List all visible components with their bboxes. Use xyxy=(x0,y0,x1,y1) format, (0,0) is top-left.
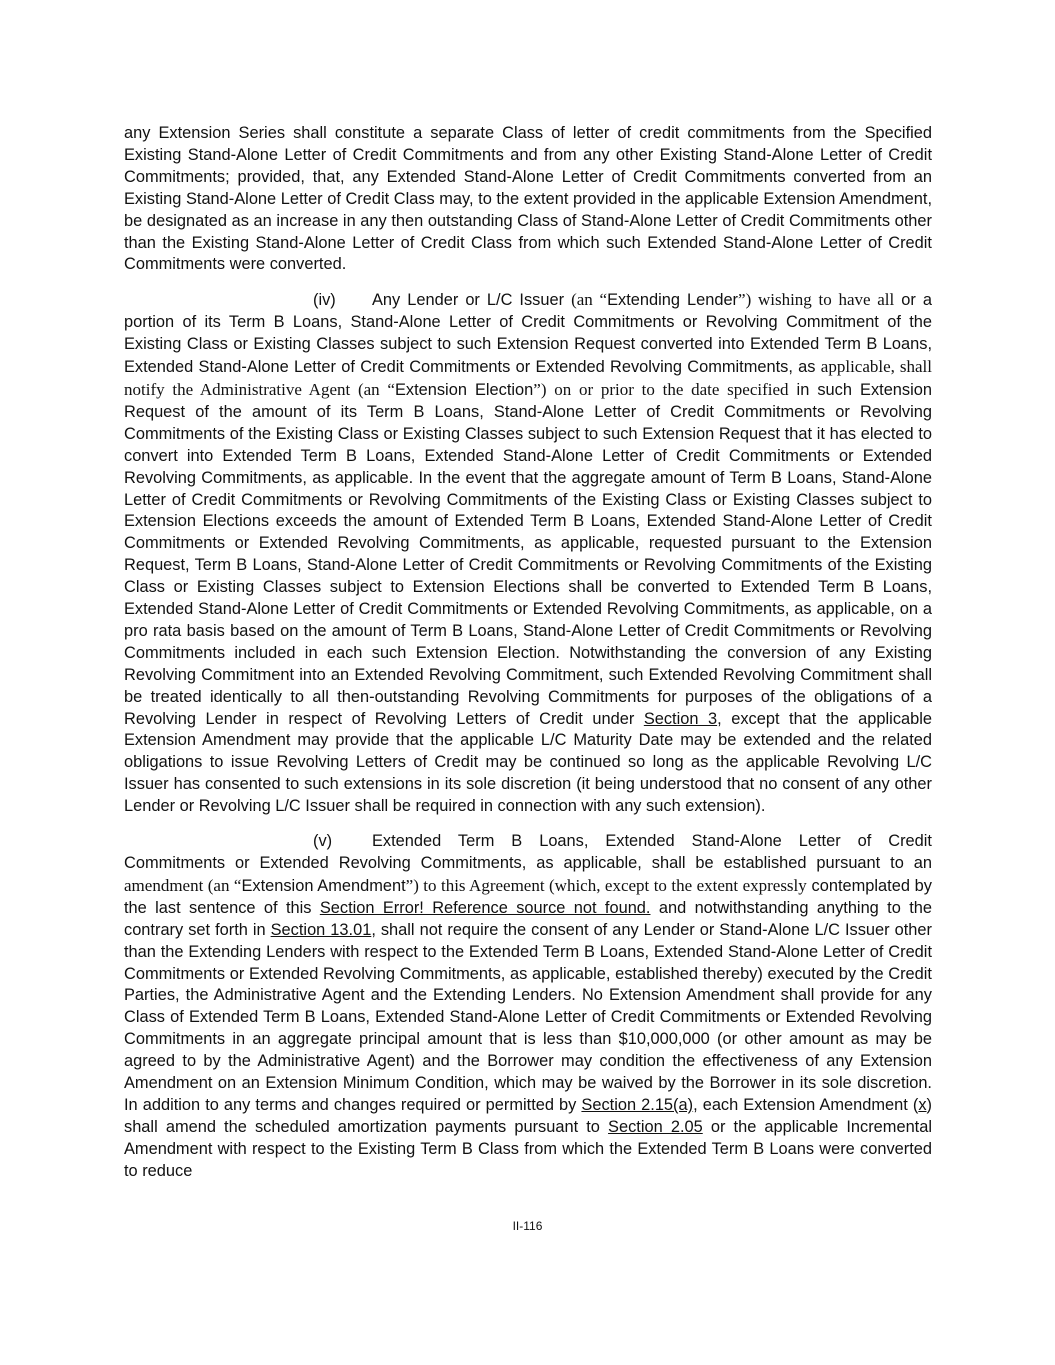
document-body xyxy=(124,123,932,1196)
defined-term: Extension Election xyxy=(394,380,534,399)
paragraph-text: , except that the applicable Extension Amendment may provide that the applicable L/C Maturity Date may be extended and the related obligations to issue Revolving Letters of Credit may be continued so long as the applicable Revolving L/C Issuer has consented to such extensions in its sole discretion (it being understood that no consent of any other Lender or Revolving L/C Issuer shall be required in connection with any such extension). xyxy=(124,709,932,816)
paragraph-text: ”) to this Agreement (which, except to the extent expressly xyxy=(405,875,807,895)
paragraph-text: contemplated by the last sentence of this xyxy=(124,876,932,917)
paragraph-text: applicable, shall notify the Administrative Agent (an “ xyxy=(124,357,932,399)
paragraph-text: Any Lender or L/C Issuer xyxy=(372,291,572,310)
paragraph-text: Extended Term B Loans, Extended Stand-Alone Letter of Credit Commitments or Extended Revolving Commitments, as applicable, shall be established pursuant to an xyxy=(124,832,932,872)
clause-marker: x xyxy=(918,1095,927,1114)
paragraph-text: , shall not require the consent of any Lender or Stand-Alone L/C Issuer other than the Extending Lenders with respect to the Extended Term B Loans, Extended Stand-Alone Letter of Credit Commitments or Extended Revolving Commitments, as applicable, established thereby) executed by the Credit Parties, the Administrative Agent and the Extending Lenders. No Extension Amendment shall provide for any Class of Extended Term B Loans, Extended Stand-Alone Letter of Credit Commitments or Extended Revolving Commitments in an aggregate principal amount that is less than $10,000,000 (or other amount as may be agreed to by the Administrative Agent) and the Borrower may condition the effectiveness of any Extension Amendment on an Extension Minimum Condition, which may be waived by the Borrower in its sole discretion. In addition to any terms and changes required or permitted by xyxy=(124,920,932,1114)
defined-term: Extending Lender xyxy=(607,291,739,310)
section-reference-link[interactable]: Section Error! Reference source not found. xyxy=(319,898,651,917)
paragraph-text: , each Extension Amendment ( xyxy=(693,1095,919,1114)
section-reference-link[interactable]: Section 2.15(a) xyxy=(581,1095,694,1114)
section-reference-link[interactable]: Section 2.05 xyxy=(608,1117,703,1136)
defined-term: Extension Amendment xyxy=(241,876,406,895)
paragraph-text: in such Extension Request of the amount of its Term B Loans, Stand-Alone Letter of Credit Commitments or Revolving Commitments of the Existing Class or Existing Classes subject to such Extension Request that it has elected to convert into Extended Term B Loans, Extended Stand-Alone Letter of Credit Commitments or Extended Revolving Commitments, as applicable. In the event that the aggregate amount of Term B Loans, Stand-Alone Letter of Credit Commitments or Revolving Commitments of the Existing Class or Existing Classes subject to Extension Elections exceeds the amount of Extended Term B Loans, Extended Stand-Alone Letter of Credit Commitments or Extended Revolving Commitments, as applicable, requested pursuant to the Extension Request, Term B Loans, Stand-Alone Letter of Credit Commitments or Revolving Commitments of the Existing Class or Existing Classes subject to Extension Elections shall be converted to Extended Term B Loans, Extended Stand-Alone Letter of Credit Commitments or Extended Revolving Commitments, as applicable, on a pro rata basis based on the amount of Term B Loans, Stand-Alone Letter of Credit Commitments or Revolving Commitments included in each such Extension Election. Notwithstanding the conversion of any Existing Revolving Commitment into an Extended Revolving Commitment, such Extended Revolving Commitment shall be treated identically to all then-outstanding Revolving Commitments for purposes of the obligations of a Revolving Lender in respect of Revolving Letters of Credit under xyxy=(124,380,932,728)
paragraph-text: amendment (an “ xyxy=(124,875,242,895)
paragraph-number: (iv) xyxy=(313,291,336,310)
paragraph-text: ”) wishing to have all xyxy=(738,290,895,310)
section-reference-link[interactable]: Section 3 xyxy=(643,709,718,728)
paragraph-continuation xyxy=(124,123,932,276)
paragraph-text: ”) on or prior to the date specified xyxy=(533,379,789,399)
paragraph-text: and notwithstanding anything to the contrary set forth in xyxy=(124,898,932,939)
paragraph-text: (an “ xyxy=(571,290,608,310)
paragraph-v xyxy=(124,831,932,1183)
page-number: II-116 xyxy=(512,1219,543,1233)
section-reference-link[interactable]: Section 13.01 xyxy=(270,920,372,939)
paragraph-iv xyxy=(124,289,932,818)
paragraph-text: or the applicable Incremental Amendment with respect to the Existing Term B Class from which the Extended Term B Loans were converted to reduce xyxy=(124,1117,932,1180)
paragraph-text: or a portion of its Term B Loans, Stand-Alone Letter of Credit Commitments or Revolving Commitment of the Existing Class or Existing Classes subject to such Extension Request converted into Extended Term B Loans, Extended Stand-Alone Letter of Credit Commitments or Extended Revolving Commitments, as xyxy=(124,291,932,377)
paragraph-text: any Extension Series shall constitute a separate Class of letter of credit commitments from the Specified Existing Stand-Alone Letter of Credit Commitments and from any other Existing Stand-Alone Letter of Credit Commitments; provided, that, any Extended Stand-Alone Letter of Credit Commitments converted from an Existing Stand-Alone Letter of Credit Class may, to the extent provided in the applicable Extension Amendment, be designated as an increase in any then outstanding Class of Stand-Alone Letter of Credit Commitments other than the Existing Stand-Alone Letter of Credit Class from which such Extended Stand-Alone Letter of Credit Commitments were converted. xyxy=(124,124,932,274)
paragraph-text: ) shall amend the scheduled amortization payments pursuant to xyxy=(124,1095,932,1136)
paragraph-number: (v) xyxy=(313,832,333,851)
